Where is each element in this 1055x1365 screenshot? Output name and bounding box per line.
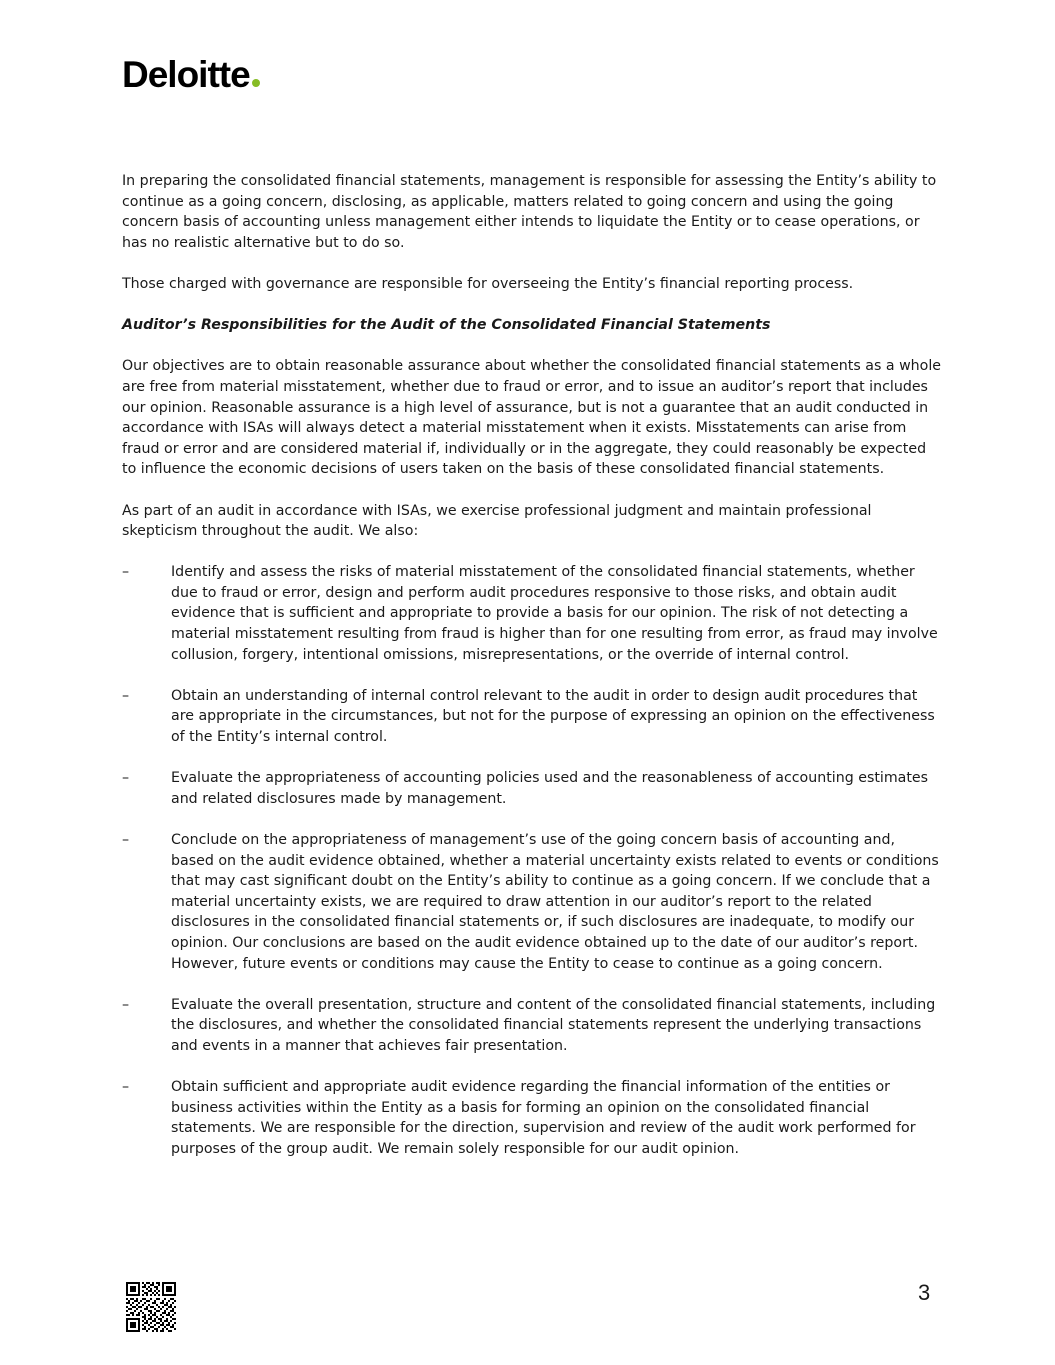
deloitte-logo [122,56,260,93]
logo-dot [252,79,260,87]
paragraph-objectives: Our objectives are to obtain reasonable assurance about whether the consolidated financial statements as a whole are free from material misstatement, whether due to fraud or error, and to issue an auditor’s report that includes our opinion. Reasonable assurance is a high level of assurance, but is not a guarantee that an audit conducted in accordance with ISAs will always detect a material misstatement when it exists. Misstatements can arise from fraud or error and are considered material if, individually or in the aggregate, they could reasonably be expected to influence the economic decisions of users taken on the basis of these consolidated financial statements. [122,358,942,478]
list-item-text: Conclude on the appropriateness of management’s use of the going concern basis of accounting and, based on the audit evidence obtained, whether a material uncertainty exists related to events or conditions that may cast significant doubt on the Entity’s ability to continue as a going concern. If we conclude that a material uncertainty exists, we are required to draw attention in our auditor’s report to the related disclosures in the consolidated financial statements or, if such disclosures are inadequate, to modify our opinion. Our conclusions are based on the audit evidence obtained up to the date of our auditor’s report. However, future events or conditions may cause the Entity to cease to continue as a going concern. [171,832,939,972]
list-item [122,686,942,748]
list-item [122,1077,942,1159]
list-bullet: – [122,832,130,848]
paragraph-going-concern: In preparing the consolidated financial statements, management is responsible for assessing the Entity’s ability to continue as a going concern, disclosing, as applicable, matters related to going concern and using the going concern basis of accounting unless management either intends to liquidate the Entity or to cease operations, or has no realistic alternative but to do so. [122,173,937,251]
list-bullet: – [122,564,130,581]
page-number: 3 [918,1280,931,1305]
list-item [122,562,942,665]
section-heading: Auditor’s Responsibilities for the Audit of the Consolidated Financial Statements [122,317,771,334]
list-bullet: – [122,1079,130,1096]
list-bullet: – [122,996,130,1013]
paragraph-list-intro: As part of an audit in accordance with ISAs, we exercise professional judgment and maintain professional skepticism throughout the audit. We also: [122,502,872,540]
list-item [122,830,942,974]
list-item-text: Evaluate the overall presentation, structure and content of the consolidated financial statements, including the disclosures, and whether the consolidated financial statements represent the underlying transactions and events in a manner that achieves fair presentation. [171,996,936,1054]
list-item-text: Evaluate the appropriateness of accounting policies used and the reasonableness of accounting estimates and related disclosures made by management. [171,770,929,807]
list-bullet: – [122,687,130,704]
list-item-text: Obtain sufficient and appropriate audit evidence regarding the financial information of the entities or business activities within the Entity as a basis for forming an opinion on the consolidated financial statements. We are responsible for the direction, supervision and review of the audit work performed for purposes of the group audit. We remain solely responsible for our audit opinion. [171,1079,916,1157]
paragraph-governance: Those charged with governance are responsible for overseeing the Entity’s financial reporting process. [122,275,854,292]
list-bullet: – [122,770,130,787]
list-item-text: Identify and assess the risks of material misstatement of the consolidated financial statements, whether due to fraud or error, design and perform audit procedures responsive to those risks, and obtain audit evidence that is sufficient and appropriate to provide a basis for our opinion. The risk of not detecting a material misstatement resulting from fraud is higher than for one resulting from error, as fraud may involve collusion, forgery, intentional omissions, misrepresentations, or the override of internal control. [171,564,938,663]
list-item [122,768,942,809]
qr-code-icon [126,1282,176,1332]
list-item [122,995,942,1057]
logo-text: Deloitte [122,54,250,95]
list-item-text: Obtain an understanding of internal control relevant to the audit in order to design audit procedures that are appropriate in the circumstances, but not for the purpose of expressing an opinion on the effectiveness of the Entity’s internal control. [171,687,935,746]
body-content [122,171,942,1180]
